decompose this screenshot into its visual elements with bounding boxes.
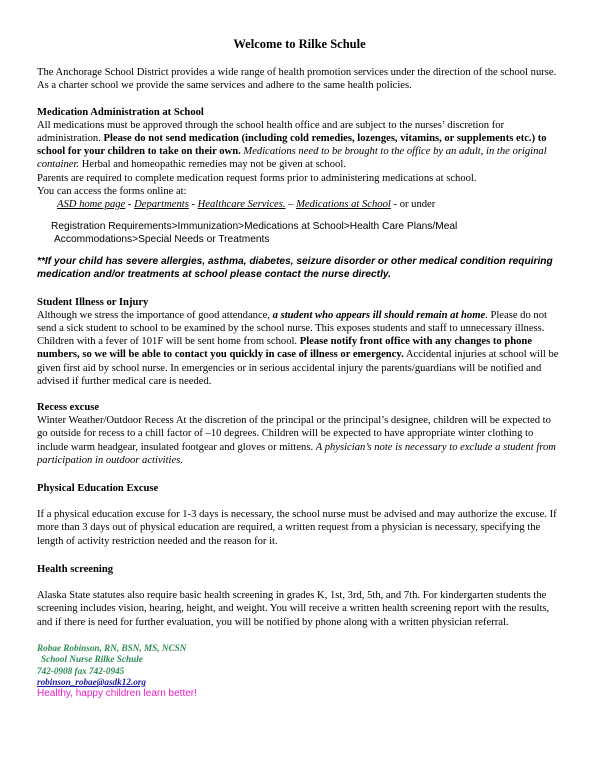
illness-text-3: Accidental injuries at school will be given first aid by school nurse. In emergencies or in serious accidental injury the parents/guardians will be notified and advised if further medical care is needed. bbox=[37, 349, 559, 387]
nurse-email-link[interactable]: robinson_robae@asdk12.org bbox=[37, 676, 146, 687]
screening-text-2: For kindergarten students the screening includes vision, hearing, height, and weight. You will receive a written health screening report with the results, and if there is need for further evaluation, you will be notified by phone along with a written physician referral. bbox=[37, 590, 550, 628]
signature-block bbox=[37, 643, 562, 689]
phone-notice: Please notify front office with any changes to phone numbers, so we will be able to contact you quickly in case of illness or emergency. bbox=[37, 336, 533, 361]
medication-heading: Medication Administration at School bbox=[37, 106, 204, 118]
intro-paragraph: The Anchorage School District provides a wide range of health promotion services under the direction of the school nurse. As a charter school we provide the same services and adhere to the same health policies. bbox=[37, 67, 557, 92]
herbal-note: Herbal and homeopathic remedies may not be given at school. bbox=[81, 159, 346, 171]
illness-emphasis: a student who appears ill should remain at home bbox=[272, 309, 486, 321]
nurse-role: School Nurse Rilke Schule bbox=[41, 654, 143, 665]
or-under-text: or under bbox=[399, 199, 436, 211]
medication-note: Medications need to be brought to the office by an adult, in the original container. bbox=[37, 146, 547, 171]
illness-paragraph: Although we stress the importance of good attendance, a student who appears ill should remain at home. Please do not send a sick student to school to be examined by the school nurse. This exposes students and staff to unnecessary illness. Children with a fever of 101F will be sent home from school. Please notify front office with any changes to phone numbers, so we will be able to contact you quickly in case of illness or emergency. Accidental injuries at school will be given first aid by school nurse. In emergencies or in serious accidental injury the parents/guardians will be notified and advised if further medical care is needed. bbox=[37, 309, 559, 387]
link-healthcare[interactable]: Healthcare Services. bbox=[197, 199, 286, 211]
navigation-path bbox=[37, 220, 562, 246]
page-title: Welcome to Rilke Schule bbox=[233, 37, 366, 51]
recess-heading: Recess excuse bbox=[37, 402, 100, 414]
illness-text-1: Although we stress the importance of good attendance, bbox=[37, 309, 270, 321]
motto: Healthy, happy children learn better! bbox=[37, 688, 197, 700]
recess-paragraph bbox=[37, 414, 562, 467]
medication-paragraph bbox=[37, 119, 562, 172]
allergy-alert: **If your child has severe allergies, asthma, diabetes, seizure disorder or other medical condition requiring medication and/or treatments at school please contact the nurse directly. bbox=[37, 256, 553, 281]
screening-text-1: Alaska State statutes also require basic health screening in grades K, 1st, 3rd, 5th, and 7th. bbox=[37, 590, 421, 602]
navigation-path-line-2: Accommodations>Special Needs or Treatments bbox=[54, 234, 270, 246]
recess-note: A physician’s note is necessary to exclude a student from participation in outdoor activities. bbox=[37, 441, 556, 466]
illness-text-2: Please do not send a sick student to school to be examined by the school nurse. This exposes students and staff to unnecessary illness. Children with a fever of 101F will be sent home from school. bbox=[37, 309, 547, 348]
link-departments[interactable]: Departments bbox=[134, 199, 189, 211]
nav-links: ASD home page - Departments - Healthcare Services. – Medications at School - or under bbox=[57, 199, 436, 211]
screening-paragraph bbox=[37, 589, 562, 629]
illness-heading: Student Illness or Injury bbox=[37, 296, 149, 308]
medication-text: All medications must be approved through the school health office and are subject to the nurses’ discretion for administration. bbox=[37, 119, 505, 145]
nurse-name: Robae Robinson, RN, BSN, MS, NCSN bbox=[37, 642, 187, 653]
forms-online: You can access the forms online at: bbox=[37, 185, 187, 197]
medication-warning: Please do not send medication (including cold remedies, lozenges, vitamins, or supplements etc.) to school for your children to take on their own. bbox=[37, 133, 547, 158]
link-asd-home[interactable]: ASD home page bbox=[57, 199, 126, 211]
recess-text: Winter Weather/Outdoor Recess At the discretion of the principal or the principal’s designee, children will be expected to go outside for recess to a chill factor of –10 degrees. Children will be expected to have appropriate winter clothing to include warm headgear, insulated footgear and gloves or mittens. bbox=[37, 415, 551, 453]
link-medications[interactable]: Medications at School bbox=[296, 199, 391, 211]
pe-heading: Physical Education Excuse bbox=[37, 483, 159, 495]
nurse-phone: 742-0908 fax 742-0945 bbox=[37, 665, 125, 676]
screening-heading: Health screening bbox=[37, 563, 114, 575]
navigation-path-line-1: Registration Requirements>Immunization>Medications at School>Health Care Plans/Meal bbox=[51, 221, 458, 233]
pe-paragraph: If a physical education excuse for 1-3 days is necessary, the school nurse must be advised and may authorize the excuse. If more than 3 days out of physical education are required, a written request from a physician is necessary, specifying the length of activity restriction needed and the reason for it. bbox=[37, 509, 557, 547]
forms-requirement: Parents are required to complete medication request forms prior to administering medications at school. bbox=[37, 172, 477, 184]
